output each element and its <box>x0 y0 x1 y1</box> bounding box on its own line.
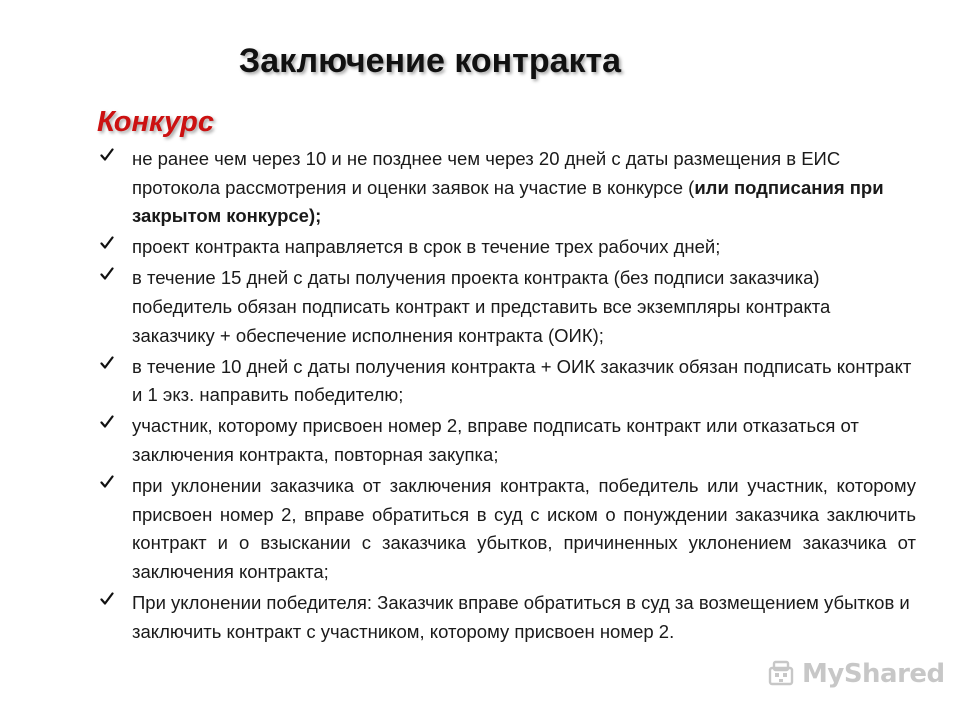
list-item-text: при уклонении заказчика от заключения контракта, победитель или участник, которому присвоен номер 2, вправе обратиться в суд с иском о понуждении заказчика заключить контракт и о взыскании с заказчика убытков, причиненных уклонением заказчика от заключения контракта; <box>132 475 916 582</box>
list-item-text: При уклонении победителя: Заказчик вправе обратиться в суд за возмещением убытков и заключить контракт с участником, которому присвоен номер 2. <box>132 591 910 642</box>
list-item <box>100 472 916 586</box>
list-item <box>100 264 916 350</box>
checkmark-icon <box>100 356 114 370</box>
list-item-text: участник, которому присвоен номер 2, вправе подписать контракт или отказаться от заключения контракта, повторная закупка; <box>132 415 859 465</box>
myshared-logo-icon <box>766 659 796 689</box>
list-item <box>100 589 916 646</box>
section-heading: Конкурс <box>97 106 214 138</box>
checkmark-icon <box>100 415 114 429</box>
list-item-text-tail: ); <box>308 205 322 227</box>
list-item <box>100 145 916 231</box>
checkmark-icon <box>100 267 114 281</box>
list-item-bold-text: или подписания при закрытом конкурсе <box>132 176 884 227</box>
list-item-text: в течение 15 дней с даты получения проекта контракта (без подписи заказчика) победитель обязан подписать контракт и представить все экземпляры контракта заказчику + обеспечение исполнения контракта (ОИК); <box>132 267 831 346</box>
list-item <box>100 353 916 410</box>
list-item <box>100 233 916 262</box>
list-item <box>100 412 916 469</box>
checkmark-icon <box>100 475 114 489</box>
list-item-text: не ранее чем через 10 и не позднее чем через 20 дней с даты размещения в ЕИС протокола рассмотрения и оценки заявок на участие в конкурсе ( <box>132 148 841 198</box>
bullet-list <box>100 145 916 649</box>
list-item-text: в течение 10 дней с даты получения контракта + ОИК заказчик обязан подписать контракт и 1 экз. направить победителю; <box>132 355 912 406</box>
watermark <box>766 659 945 689</box>
watermark-text: MyShared <box>802 659 945 689</box>
page-title: Заключение контракта <box>238 42 622 80</box>
list-item-text: проект контракта направляется в срок в течение трех рабочих дней; <box>132 236 721 258</box>
checkmark-icon <box>100 592 114 606</box>
checkmark-icon <box>100 236 114 250</box>
checkmark-icon <box>100 148 114 162</box>
